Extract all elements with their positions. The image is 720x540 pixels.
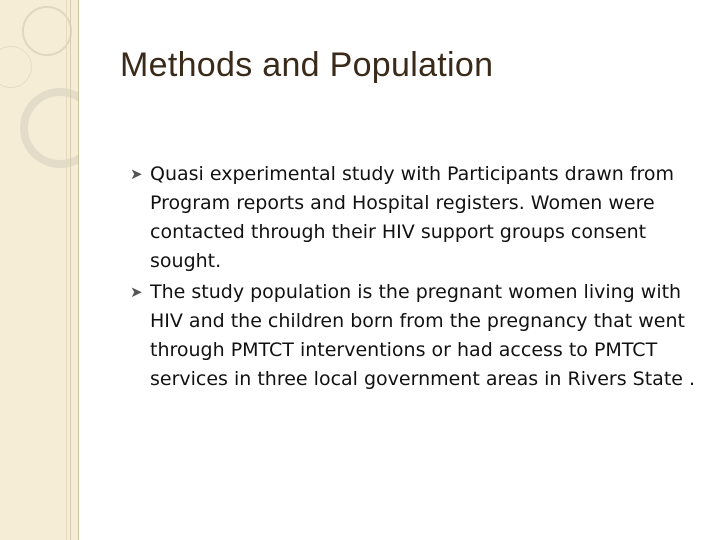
bullet-item — [130, 160, 700, 276]
decorative-vertical-line — [70, 0, 71, 540]
bullet-text: The study population is the pregnant women living with HIV and the children born from the pregnancy that went through PMTCT interventions or had access to PMTCT services in three local government areas in Rivers State . — [150, 281, 696, 390]
bullet-list — [130, 160, 700, 396]
arrowhead-bullet-icon: ➤ — [130, 165, 143, 183]
bullet-text: Quasi experimental study with Participants drawn from Program reports and Hospital registers. Women were contacted through their HIV support groups consent sought. — [150, 163, 675, 272]
decorative-circle — [0, 46, 32, 88]
slide-title: Methods and Population — [120, 46, 494, 84]
decorative-vertical-line — [66, 0, 67, 540]
arrowhead-bullet-icon: ➤ — [130, 283, 143, 301]
decorative-vertical-line — [78, 0, 79, 540]
decorative-circle — [22, 6, 72, 56]
bullet-item — [130, 278, 700, 394]
